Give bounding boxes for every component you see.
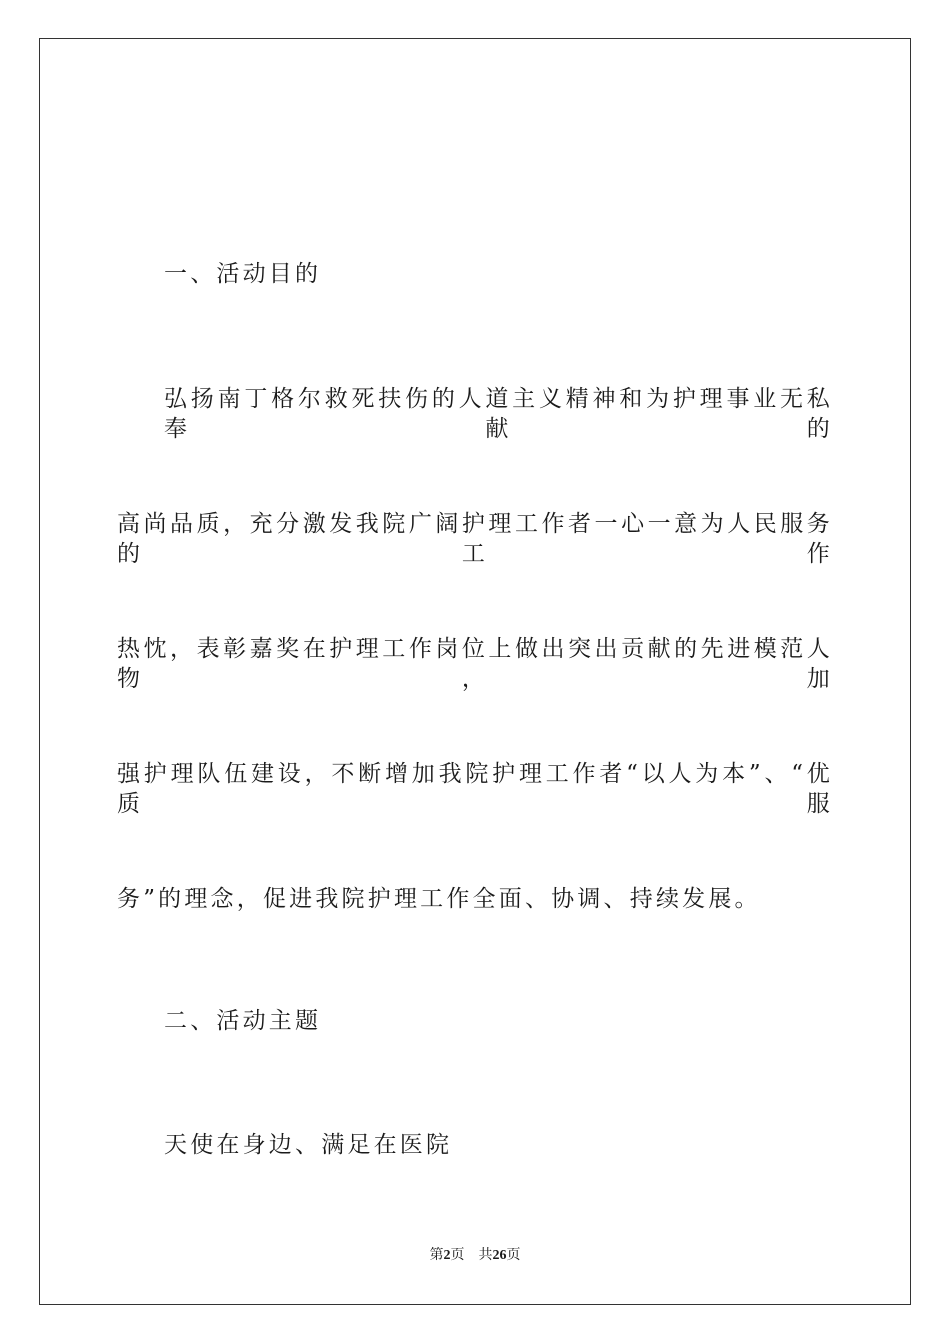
paragraph-line: [164, 384, 833, 444]
paragraph-text: 弘扬南丁格尔救死扶伤的人道主义精神和为护理事业无私奉献的: [164, 386, 833, 442]
footer-total-pages: 26: [492, 1248, 507, 1263]
section-heading-purpose: 一、活动目的: [164, 261, 322, 287]
footer-page-suffix: 页: [450, 1248, 465, 1263]
page-footer: [0, 1247, 950, 1265]
footer-page-number: 2: [443, 1248, 451, 1263]
paragraph-text: 高尚品质，充分激发我院广阔护理工作者一心一意为人民服务的工作: [117, 511, 833, 567]
paragraph-text: 强护理队伍建设，不断增加我院护理工作者“以人为本”、“优质服: [117, 761, 833, 817]
paragraph-text: 热忱，表彰嘉奖在护理工作岗位上做出突出贡献的先进模范人物，加: [117, 636, 833, 692]
footer-total-prefix: 共: [478, 1248, 493, 1263]
footer-page-prefix: 第: [429, 1248, 444, 1263]
paragraph-line: [117, 509, 833, 569]
section-heading-theme: 二、活动主题: [164, 1008, 322, 1034]
theme-text: 天使在身边、满足在医院: [164, 1132, 453, 1158]
footer-total-suffix: 页: [506, 1248, 521, 1263]
paragraph-line-last: 务”的理念，促进我院护理工作全面、协调、持续发展。: [117, 886, 761, 912]
paragraph-line: [117, 634, 833, 694]
paragraph-line: [117, 759, 833, 819]
